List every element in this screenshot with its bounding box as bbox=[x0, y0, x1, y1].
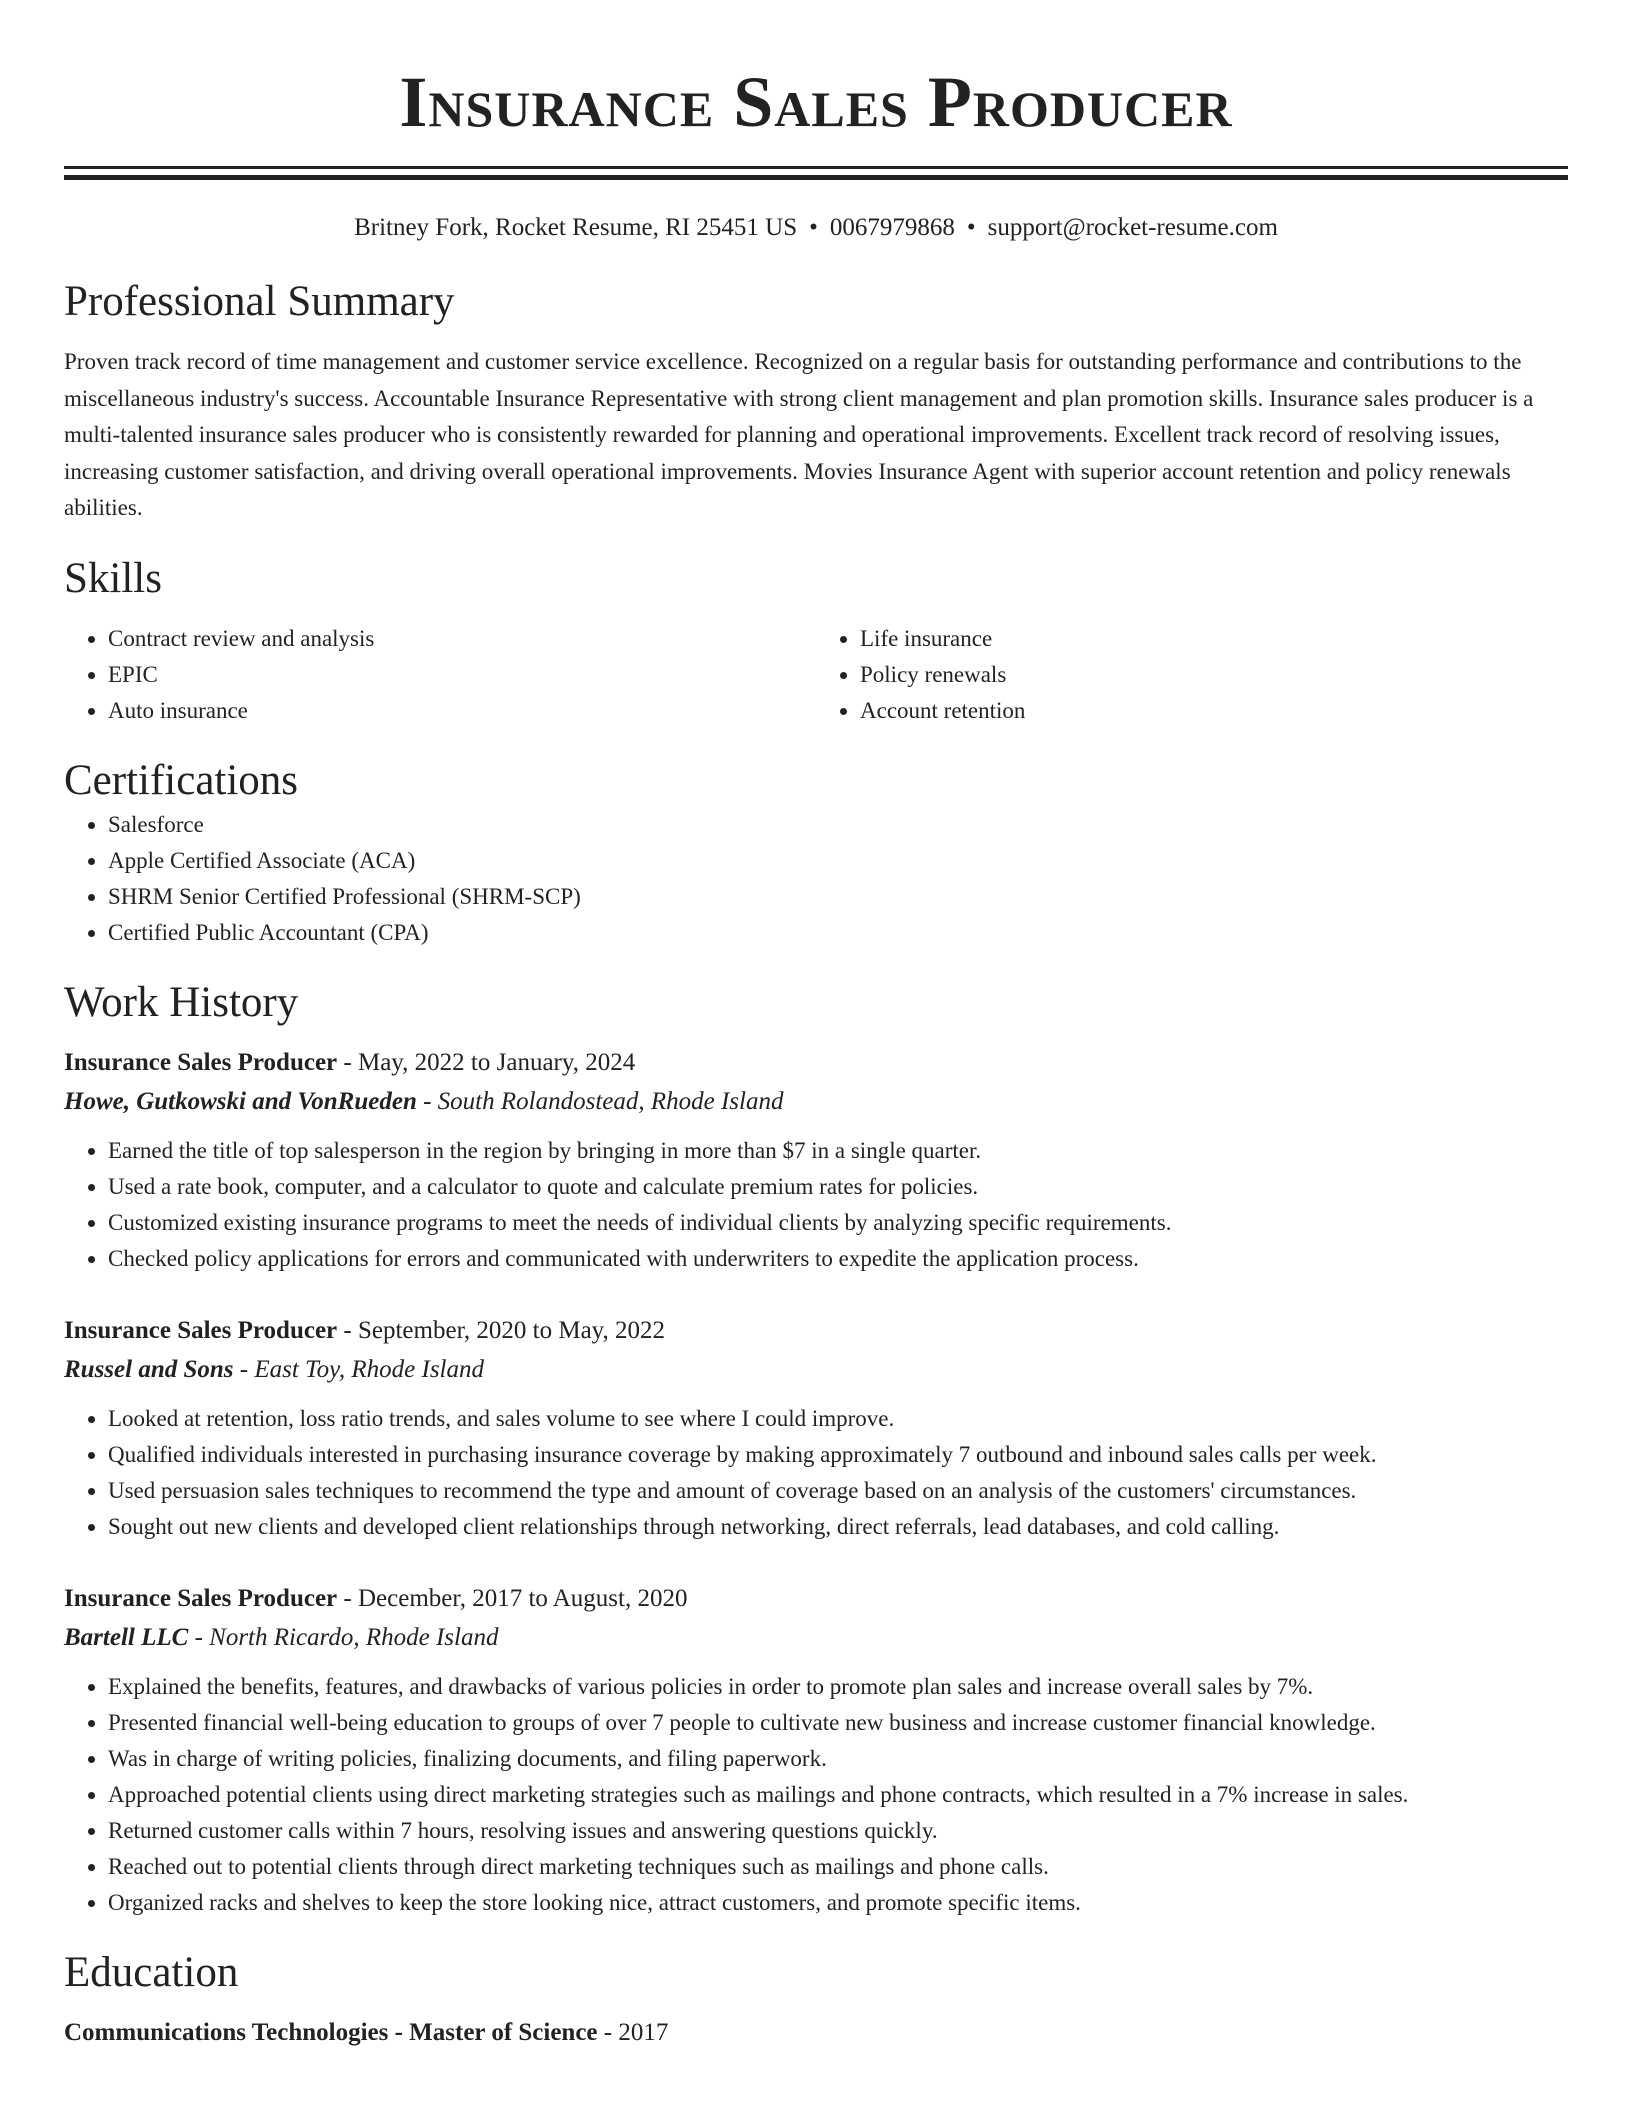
company-location: - East Toy, Rhode Island bbox=[233, 1355, 484, 1383]
title-divider-thin bbox=[64, 166, 1568, 169]
job-bullet: • Was in charge of writing policies, finalizing documents, and filing paperwork. bbox=[108, 1741, 1568, 1777]
title-divider-thick bbox=[64, 175, 1568, 180]
skill-item: • Auto insurance bbox=[108, 693, 816, 729]
education-degree: Communications Technologies - Master of Science bbox=[64, 2018, 598, 2046]
company-name: Bartell LLC bbox=[64, 1623, 189, 1651]
contact-address: Britney Fork, Rocket Resume, RI 25451 US bbox=[354, 214, 798, 241]
job-bullet: • Reached out to potential clients through direct marketing techniques such as mailings and phone calls. bbox=[108, 1849, 1568, 1885]
skills-list bbox=[64, 621, 1568, 729]
job-bullet: • Checked policy applications for errors and communicated with underwriters to expedite the application process. bbox=[108, 1241, 1568, 1277]
skill-item: • Policy renewals bbox=[860, 657, 1568, 693]
job-title: Insurance Sales Producer bbox=[64, 1048, 338, 1076]
education-year: - 2017 bbox=[597, 2018, 669, 2046]
job-bullets bbox=[64, 1133, 1568, 1277]
job-bullet: • Qualified individuals interested in purchasing insurance coverage by making approximately 7 outbound and inbound sales calls per week. bbox=[108, 1437, 1568, 1473]
certifications-heading: Certifications bbox=[64, 756, 299, 804]
education-entry bbox=[64, 2013, 1568, 2053]
contact-line bbox=[64, 212, 1568, 244]
summary-text: Proven track record of time management and customer service excellence. Recognized on a regular basis for outstanding performance and contributions to the miscellaneous industry's success. Accountable Insurance Representative with strong client management and plan promotion skills. Insurance sales producer is a multi-talented insurance sales producer who is consistently rewarded for planning and operational improvements. Excellent track record of resolving issues, increasing customer satisfaction, and driving overall operational improvements. Movies Insurance Agent with superior account retention and policy renewals abilities. bbox=[64, 349, 1534, 520]
job-title-line bbox=[64, 1579, 1568, 1619]
job-title: Insurance Sales Producer bbox=[64, 1316, 338, 1344]
skill-item: • Contract review and analysis bbox=[108, 621, 816, 657]
job-bullets bbox=[64, 1401, 1568, 1545]
job-bullet: • Used persuasion sales techniques to recommend the type and amount of coverage based on an analysis of the customers' circumstances. bbox=[108, 1473, 1568, 1509]
job-bullet: • Used a rate book, computer, and a calculator to quote and calculate premium rates for policies. bbox=[108, 1169, 1568, 1205]
certification-item: • Certified Public Accountant (CPA) bbox=[108, 915, 1568, 951]
job-bullet: • Presented financial well-being education to groups of over 7 people to cultivate new business and increase customer financial knowledge. bbox=[108, 1705, 1568, 1741]
certification-item: • SHRM Senior Certified Professional (SHRM-SCP) bbox=[108, 879, 1568, 915]
company-line bbox=[64, 1619, 1568, 1657]
job-title-line bbox=[64, 1311, 1568, 1351]
certification-item: • Salesforce bbox=[108, 807, 1568, 843]
job-entry bbox=[64, 1579, 1568, 1921]
job-title-line bbox=[64, 1043, 1568, 1083]
job-dates: - December, 2017 to August, 2020 bbox=[337, 1584, 688, 1612]
job-bullet: • Organized racks and shelves to keep the store looking nice, attract customers, and promote specific items. bbox=[108, 1885, 1568, 1921]
company-line bbox=[64, 1351, 1568, 1389]
skill-item: • Life insurance bbox=[860, 621, 1568, 657]
contact-email: support@rocket-resume.com bbox=[987, 214, 1278, 241]
contact-separator: • bbox=[809, 214, 818, 241]
skill-item: • Account retention bbox=[860, 693, 1568, 729]
contact-separator: • bbox=[966, 214, 976, 241]
job-entry bbox=[64, 1043, 1568, 1277]
company-location: - South Rolandostead, Rhode Island bbox=[416, 1087, 784, 1115]
job-dates: - September, 2020 to May, 2022 bbox=[337, 1316, 666, 1344]
skill-item: • EPIC bbox=[108, 657, 816, 693]
contact-phone: 0067979868 bbox=[829, 214, 955, 241]
skills-column-left bbox=[64, 621, 816, 729]
company-name: Howe, Gutkowski and VonRueden bbox=[64, 1087, 417, 1115]
certification-item: • Apple Certified Associate (ACA) bbox=[108, 843, 1568, 879]
company-name: Russel and Sons bbox=[64, 1355, 234, 1383]
job-bullet: • Customized existing insurance programs to meet the needs of individual clients by analyzing specific requirements. bbox=[108, 1205, 1568, 1241]
job-bullet: • Approached potential clients using direct marketing strategies such as mailings and phone contracts, which resulted in a 7% increase in sales. bbox=[108, 1777, 1568, 1813]
job-title: Insurance Sales Producer bbox=[64, 1584, 338, 1612]
skills-heading: Skills bbox=[64, 554, 162, 602]
job-bullet: • Explained the benefits, features, and drawbacks of various policies in order to promote plan sales and increase overall sales by 7%. bbox=[108, 1669, 1568, 1705]
company-line bbox=[64, 1083, 1568, 1121]
certifications-list bbox=[64, 807, 1568, 951]
job-bullet: • Sought out new clients and developed client relationships through networking, direct referrals, lead databases, and cold calling. bbox=[108, 1509, 1568, 1545]
summary-heading: Professional Summary bbox=[64, 278, 455, 325]
skills-column-right bbox=[816, 621, 1568, 729]
job-entry bbox=[64, 1311, 1568, 1545]
resume-page bbox=[64, 0, 1568, 2053]
job-bullet: • Looked at retention, loss ratio trends, and sales volume to see where I could improve. bbox=[108, 1401, 1568, 1437]
resume-title: Insurance Sales Producer bbox=[399, 62, 1233, 142]
job-bullet: • Earned the title of top salesperson in the region by bringing in more than $7 in a single quarter. bbox=[108, 1133, 1568, 1169]
job-bullets bbox=[64, 1669, 1568, 1921]
work-history-heading: Work History bbox=[64, 978, 299, 1026]
education-heading: Education bbox=[64, 1948, 239, 1996]
job-dates: - May, 2022 to January, 2024 bbox=[337, 1048, 636, 1076]
company-location: - North Ricardo, Rhode Island bbox=[188, 1623, 499, 1651]
job-bullet: • Returned customer calls within 7 hours, resolving issues and answering questions quickly. bbox=[108, 1813, 1568, 1849]
